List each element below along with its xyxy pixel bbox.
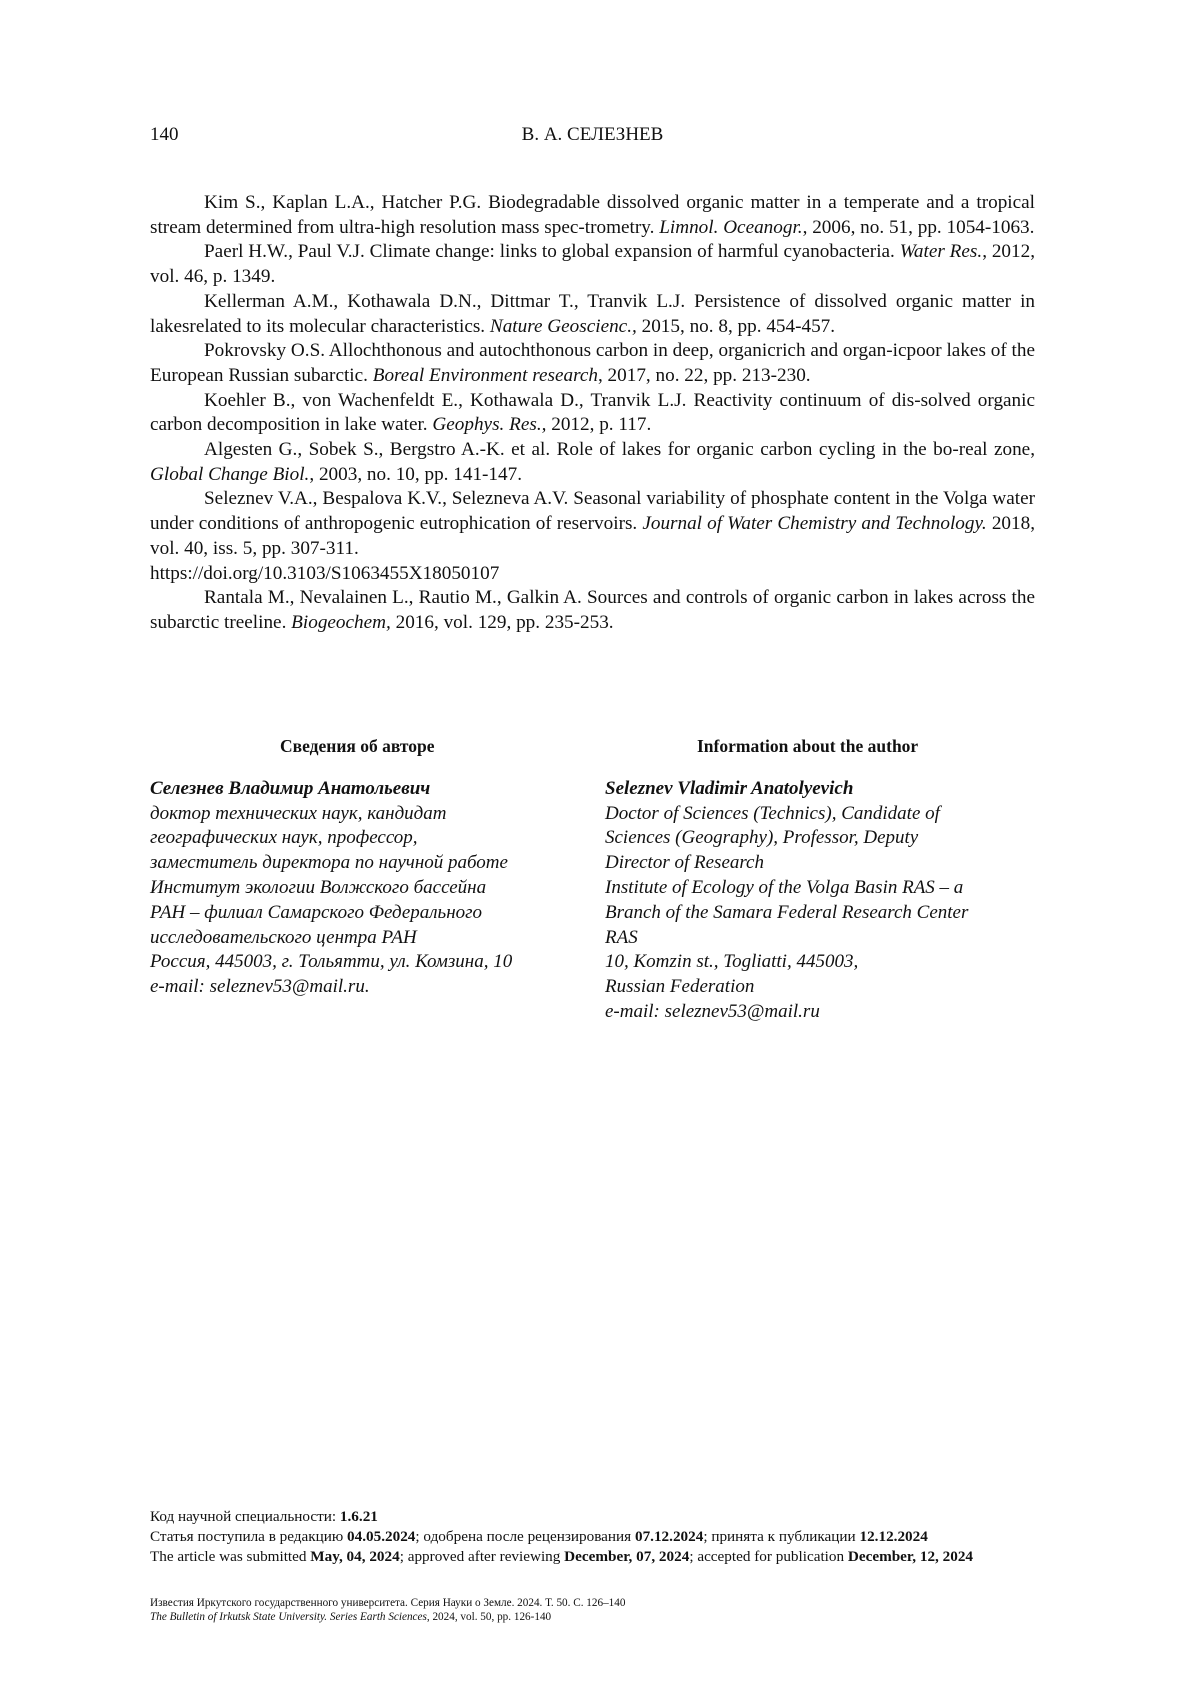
dates-en-line: The article was submitted May, 04, 2024; approved after reviewing December, 07, 2024; accepted for publication December, 12, 2024 (150, 1547, 974, 1565)
running-head: В. А. СЕЛЕЗНЕВ (521, 124, 664, 145)
reference-item: Pokrovsky O.S. Allochthonous and autochthonous carbon in deep, organicrich and organ-icpoor lakes of the European Russian subarctic. Boreal Environment research, 2017, no. 22, pp. 213-230. (150, 340, 1035, 386)
reference-item: Koehler B., von Wachenfeldt E., Kothawala D., Tranvik L.J. Reactivity continuum of dis-solved organic carbon decomposition in lake water. Geophys. Res., 2012, p. 117. (150, 389, 1035, 436)
journal-title: Biogeochem, (291, 611, 391, 633)
reference-item: Kellerman A.M., Kothawala D.N., Dittmar T., Tranvik L.J. Persistence of dissolved organic matter in lakesrelated to its molecular characteristics. Nature Geoscienc., 2015, no. 8, pp. 454-457. (150, 290, 1035, 337)
author-detail-line: Россия, 445003, г. Тольятти, ул. Комзина, 10 (150, 951, 513, 973)
author-detail-line: Doctor of Sciences (Technics), Candidate of (605, 802, 940, 824)
author-detail-line: RAS (605, 926, 638, 948)
journal-title: Journal of Water Chemistry and Technology. (642, 513, 987, 535)
author-info-heading-en: Information about the author (697, 736, 919, 756)
author-info-ru (150, 734, 590, 1000)
journal-title: Geophys. Res., (432, 414, 547, 436)
author-detail-line: Institute of Ecology of the Volga Basin RAS – a (605, 876, 964, 898)
reference-item: Seleznev V.A., Bespalova K.V., Selezneva A.V. Seasonal variability of phosphate content in the Volga water under conditions of anthropogenic eutrophication of reservoirs. Journal of Water Chemistry and Technology. 2018, vol. 40, iss. 5, pp. 307-311. https://doi.org/10.3103/S1063455X18050107 (150, 487, 1035, 586)
author-detail-line: исследовательского центра РАН (150, 926, 417, 948)
author-detail-line: РАН – филиал Самарского Федерального (150, 901, 483, 923)
author-detail-line: Director of Research (605, 852, 764, 874)
dates-ru-line: Статья поступила в редакцию 04.05.2024; одобрена после рецензирования 07.12.2024; принята к публикации 12.12.2024 (150, 1527, 928, 1545)
journal-title: Limnol. Oceanogr. (659, 216, 803, 238)
journal-title: Nature Geoscienc., (489, 315, 637, 337)
page-header (150, 124, 1035, 150)
reference-item: Kim S., Kaplan L.A., Hatcher P.G. Biodegradable dissolved organic matter in a temperate and a tropical stream determined from ultra-high resolution mass spec-trometry. Limnol. Oceanogr., 2006, no. 51, pp. 1054-1063. (150, 192, 1035, 238)
author-detail-line: заместитель директора по научной работе (150, 852, 508, 874)
publication-dates (150, 1507, 1035, 1566)
author-detail-line: Branch of the Samara Federal Research Center (605, 901, 969, 923)
author-info-en (605, 734, 1045, 1025)
doi-link[interactable]: https://doi.org/10.3103/S1063455X18050107 (150, 562, 500, 584)
reference-list (150, 191, 1035, 636)
author-detail-line: географических наук, профессор, (150, 827, 418, 849)
specialty-code-line: Код научной специальности: 1.6.21 (150, 1508, 378, 1525)
reference-item: Paerl H.W., Paul V.J. Climate change: links to global expansion of harmful cyanobacteria. Water Res., 2012, vol. 46, p. 1349. (150, 241, 1036, 288)
journal-citation (150, 1597, 1035, 1624)
journal-citation-en: The Bulletin of Irkutsk State University. Series Earth Sciences, 2024, vol. 50, pp. 126-140 (150, 1610, 552, 1623)
author-detail-line: Sciences (Geography), Professor, Deputy (605, 827, 919, 849)
author-detail-line: Russian Federation (605, 976, 755, 998)
page-number: 140 (150, 124, 179, 145)
journal-title: Boreal Environment research (372, 364, 598, 386)
journal-title: Water Res. (899, 241, 983, 263)
journal-citation-ru: Известия Иркутского государственного университета. Серия Науки о Земле. 2024. Т. 50. С. 126–140 (150, 1597, 626, 1609)
author-detail-line: Институт экологии Волжского бассейна (150, 876, 487, 898)
author-detail-line: 10, Komzin st., Togliatti, 445003, (605, 951, 859, 973)
author-detail-line: доктор технических наук, кандидат (150, 802, 447, 824)
reference-item: Rantala M., Nevalainen L., Rautio M., Galkin A. Sources and controls of organic carbon in lakes across the subarctic treeline. Biogeochem, 2016, vol. 129, pp. 235-253. (150, 587, 1035, 633)
author-name-en: Seleznev Vladimir Anatolyevich (605, 777, 854, 799)
reference-item: Algesten G., Sobek S., Bergstro A.-K. et al. Role of lakes for organic carbon cycling in the bo-real zone, Global Change Biol., 2003, no. 10, pp. 141-147. (150, 439, 1035, 485)
author-email-en[interactable]: e-mail: seleznev53@mail.ru (605, 1000, 820, 1022)
author-info-heading-ru: Сведения об авторе (280, 736, 435, 756)
author-name-ru: Селезнев Владимир Анатольевич (150, 777, 431, 799)
author-email-ru[interactable]: e-mail: seleznev53@mail.ru. (150, 976, 370, 998)
journal-title: Global Change Biol. (150, 463, 310, 485)
